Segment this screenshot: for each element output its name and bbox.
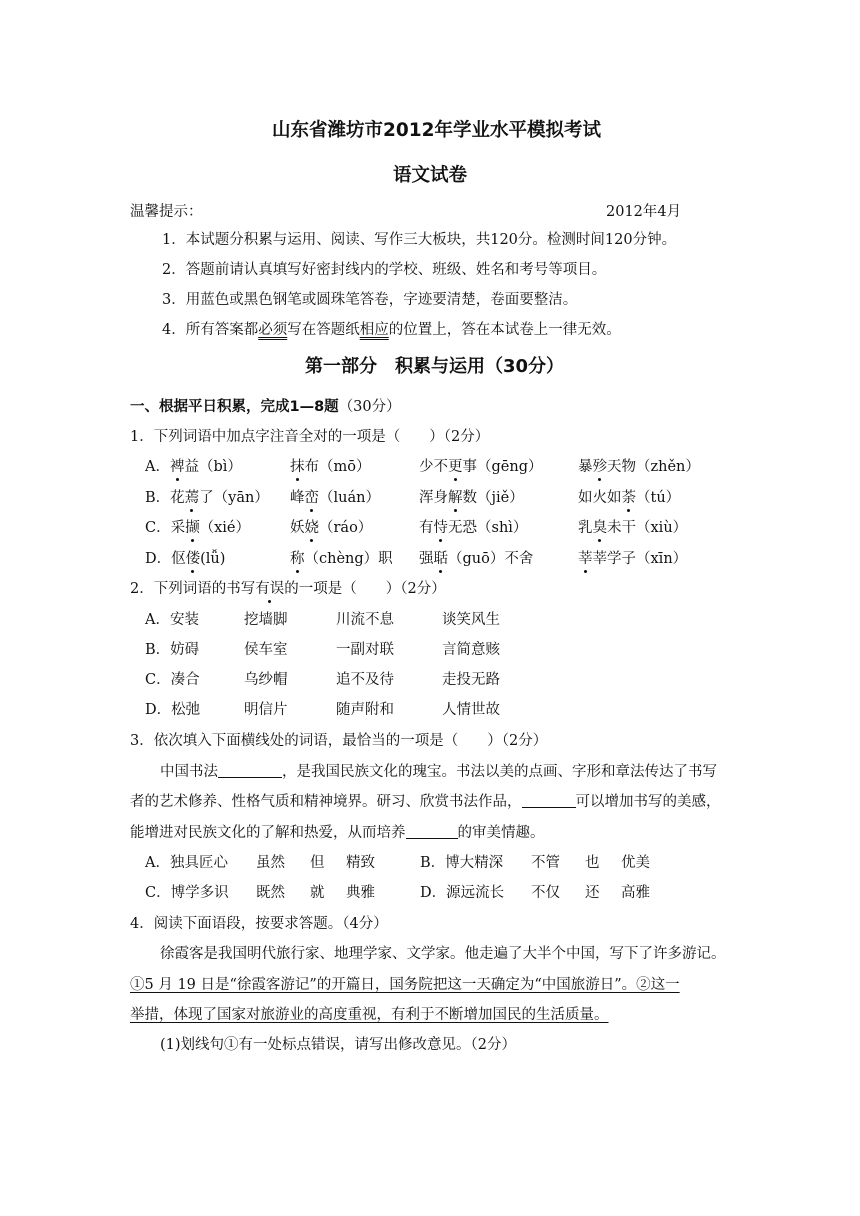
q3-cell: 优美 bbox=[621, 855, 650, 871]
q3-passage-line-2 bbox=[130, 790, 721, 811]
q3-cell: 高雅 bbox=[621, 885, 650, 901]
q1-option-a-word: 抹布（mō） bbox=[290, 455, 370, 476]
q3-cell: 也 bbox=[585, 855, 600, 871]
q3-cell: 既然 bbox=[256, 885, 285, 901]
q2-cell: 一副对联 bbox=[336, 642, 394, 658]
q3-passage-line-3 bbox=[130, 821, 545, 842]
q3-text: ，是我国民族文化的瑰宝。书法以美的点画、字形和章法传达了书写 bbox=[282, 764, 717, 780]
q1-option-a-word: 暴殄天物（zhěn） bbox=[578, 455, 700, 476]
q3-text: 者的艺术修养、性格气质和精神境界。研习、欣赏书法作品， bbox=[130, 794, 522, 810]
q2-cell: D．松弛 bbox=[145, 702, 201, 718]
q2-stem bbox=[130, 577, 446, 598]
q2-cell: C．凑合 bbox=[145, 672, 200, 688]
blank-2 bbox=[522, 793, 576, 808]
q3-cell: 虽然 bbox=[256, 855, 285, 871]
q1-option-b-word: 如火如荼（tú） bbox=[578, 486, 680, 507]
q1-option-c-word: 乳臭未干（xiù） bbox=[578, 516, 687, 537]
q1-option-d: D．伛偻(lǚ) bbox=[145, 547, 225, 568]
q2-cell: 随声附和 bbox=[336, 702, 394, 718]
tip-4-text: 的位置上，答在本试卷上一律无效。 bbox=[388, 322, 621, 338]
tip-3: 3．用蓝色或黑色钢笔或圆珠笔答卷，字迹要清楚，卷面要整洁。 bbox=[162, 292, 578, 308]
q3-text: 中国书法 bbox=[160, 764, 218, 780]
section1-title: 一、根据平日积累，完成1—8题 bbox=[130, 399, 339, 415]
q1-option-a-word: 少不更事（gēng） bbox=[419, 455, 542, 476]
exam-date: 2012年4月 bbox=[606, 204, 682, 220]
q1-option-d-word: 强聒（guō）不舍 bbox=[419, 547, 533, 568]
q2-cell: 乌纱帽 bbox=[244, 672, 288, 688]
blank-3 bbox=[406, 824, 458, 839]
q3-cell: 不管 bbox=[531, 855, 560, 871]
q2-stem-emphasis: 有误 bbox=[255, 577, 284, 598]
tip-4-text: 4．所有答案都 bbox=[162, 322, 259, 338]
q2-cell: B．妨碍 bbox=[145, 642, 200, 658]
tip-4-emphasis-must: 必须 bbox=[258, 322, 288, 338]
q3-cell: 不仅 bbox=[531, 885, 560, 901]
q3-cell: 但 bbox=[310, 855, 325, 871]
q2-stem-text: 2．下列词语的书写 bbox=[130, 581, 256, 597]
q3-cell: 还 bbox=[585, 885, 600, 901]
q4-subquestion-1: (1)划线句①有一处标点错误，请写出修改意见。（2分） bbox=[160, 1037, 517, 1053]
q3-text: 可以增加书写的美感， bbox=[575, 794, 721, 810]
tips-label: 温馨提示： bbox=[130, 204, 203, 220]
q3-cell: 典雅 bbox=[346, 885, 375, 901]
tip-1: 1．本试题分积累与运用、阅读、写作三大板块，共120分。检测时间120分钟。 bbox=[162, 232, 677, 248]
q3-passage-line-1 bbox=[160, 760, 717, 781]
tip-4 bbox=[162, 318, 621, 339]
q3-cell: D．源远流长 bbox=[420, 885, 505, 901]
q3-text: 能增进对民族文化的了解和热爱，从而培养 bbox=[130, 825, 406, 841]
q3-cell: A．独具匠心 bbox=[145, 855, 228, 871]
q2-cell: 人情世故 bbox=[442, 702, 500, 718]
q2-cell: 追不及待 bbox=[336, 672, 394, 688]
q2-cell: 挖墙脚 bbox=[244, 612, 288, 628]
q2-cell: A．安装 bbox=[145, 612, 199, 628]
q3-stem: 3．依次填入下面横线处的词语，最恰当的一项是（ ）（2分） bbox=[130, 733, 548, 749]
q3-cell: B．博大精深 bbox=[420, 855, 504, 871]
q1-option-a: A．裨益（bì） bbox=[145, 455, 242, 476]
q3-cell: 精致 bbox=[346, 855, 375, 871]
q4-stem: 4．阅读下面语段，按要求答题。（4分） bbox=[130, 916, 388, 932]
q3-cell: 就 bbox=[310, 885, 325, 901]
section1-heading bbox=[130, 395, 401, 416]
q1-option-d-word: 称（chèng）职 bbox=[290, 547, 393, 568]
q1-option-d-word: 莘莘学子（xīn） bbox=[578, 547, 687, 568]
q4-passage-line-2: ①5 月 19 日是“徐霞客游记”的开篇日，国务院把这一天确定为“中国旅游日”。②这一 bbox=[130, 977, 680, 993]
q2-stem-text: 的一项是（ ）（2分） bbox=[284, 581, 446, 597]
q1-option-b: B．花蔫了（yān） bbox=[145, 486, 269, 507]
exam-subtitle: 语文试卷 bbox=[393, 165, 468, 186]
q1-option-c: C．采撷（xié） bbox=[145, 516, 250, 537]
q2-cell: 川流不息 bbox=[336, 612, 394, 628]
q3-text: 的审美情趣。 bbox=[457, 825, 545, 841]
q2-cell: 侯车室 bbox=[244, 642, 288, 658]
q1-stem: 1．下列词语中加点字注音全对的一项是（ ）（2分） bbox=[130, 429, 490, 445]
q1-option-b-word: 浑身解数（jiě） bbox=[419, 486, 524, 507]
section1-score: （30分） bbox=[338, 399, 401, 415]
q1-option-c-word: 有恃无恐（shì） bbox=[419, 516, 527, 537]
part1-title: 第一部分 积累与运用（30分） bbox=[305, 356, 565, 377]
q3-cell: C．博学多识 bbox=[145, 885, 229, 901]
tip-4-text: 写在答题纸 bbox=[287, 322, 360, 338]
q1-option-b-word: 峰峦（luán） bbox=[290, 486, 380, 507]
q4-passage-line-3: 举措，体现了国家对旅游业的高度重视，有利于不断增加国民的生活质量。 bbox=[130, 1007, 609, 1023]
q4-passage-line-1: 徐霞客是我国明代旅行家、地理学家、文学家。他走遍了大半个中国，写下了许多游记。 bbox=[160, 946, 726, 962]
q2-cell: 谈笑风生 bbox=[442, 612, 500, 628]
q1-option-c-word: 妖娆（ráo） bbox=[290, 516, 372, 537]
exam-title: 山东省潍坊市2012年学业水平模拟考试 bbox=[272, 120, 601, 141]
tip-4-emphasis-corresponding: 相应 bbox=[359, 322, 389, 338]
tip-2: 2．答题前请认真填写好密封线内的学校、班级、姓名和考号等项目。 bbox=[162, 262, 607, 278]
blank-1 bbox=[218, 763, 282, 778]
q2-cell: 走投无路 bbox=[442, 672, 500, 688]
q2-cell: 言简意赅 bbox=[442, 642, 500, 658]
q2-cell: 明信片 bbox=[244, 702, 288, 718]
